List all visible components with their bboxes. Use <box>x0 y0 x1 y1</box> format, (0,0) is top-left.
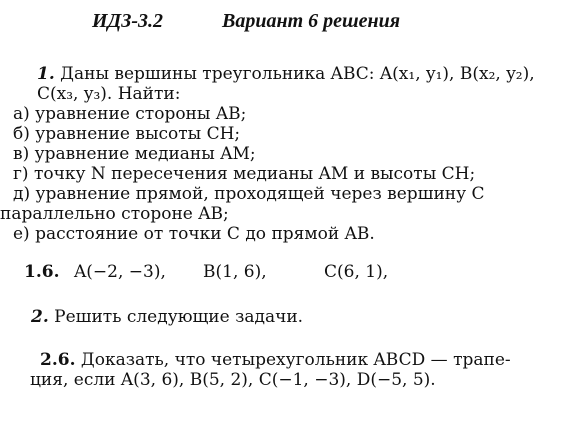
problem-1-item-v: в) уравнение медианы AM; <box>13 144 256 164</box>
point-a: A(−2, −3), <box>74 262 166 282</box>
problem-1-item-b: б) уравнение высоты CH; <box>13 124 241 144</box>
problem-2-number: 2. <box>31 307 49 327</box>
problem-1-item-e: е) расстояние от точки C до прямой AB. <box>13 224 375 244</box>
problem-1-line-1 <box>37 64 535 84</box>
problem-2-6-text-2: ция, если A(3, 6), B(5, 2), C(−1, −3), D(−5, 5). <box>30 370 436 390</box>
problem-2-line <box>31 307 303 327</box>
problem-2-6-line-1 <box>40 350 511 370</box>
problem-2-text: Решить следующие задачи. <box>54 307 304 327</box>
problem-1-number: 1. <box>37 64 55 84</box>
problem-1-text-1: Даны вершины треугольника ABC: A(x₁, y₁), B(x₂, y₂), <box>60 64 535 84</box>
point-c: C(6, 1), <box>324 262 389 282</box>
header-variant: Вариант 6 решения <box>222 10 401 32</box>
problem-1-item-d-cont: параллельно стороне AB; <box>0 204 229 224</box>
problem-1-item-d: д) уравнение прямой, проходящей через вершину C <box>13 184 485 204</box>
point-b: B(1, 6), <box>203 262 267 282</box>
variant-label: 1.6. <box>24 262 60 282</box>
problem-2-6-label: 2.6. <box>40 350 76 370</box>
problem-1-item-g: г) точку N пересечения медианы AM и высоты CH; <box>13 164 476 184</box>
header-title: ИДЗ-3.2 <box>92 10 164 32</box>
problem-1-line-2: C(x₃, y₃). Найти: <box>37 84 181 104</box>
problem-2-6-text-1: Доказать, что четырехугольник ABCD — трапе- <box>80 350 511 370</box>
problem-1-item-a: а) уравнение стороны AB; <box>13 104 247 124</box>
